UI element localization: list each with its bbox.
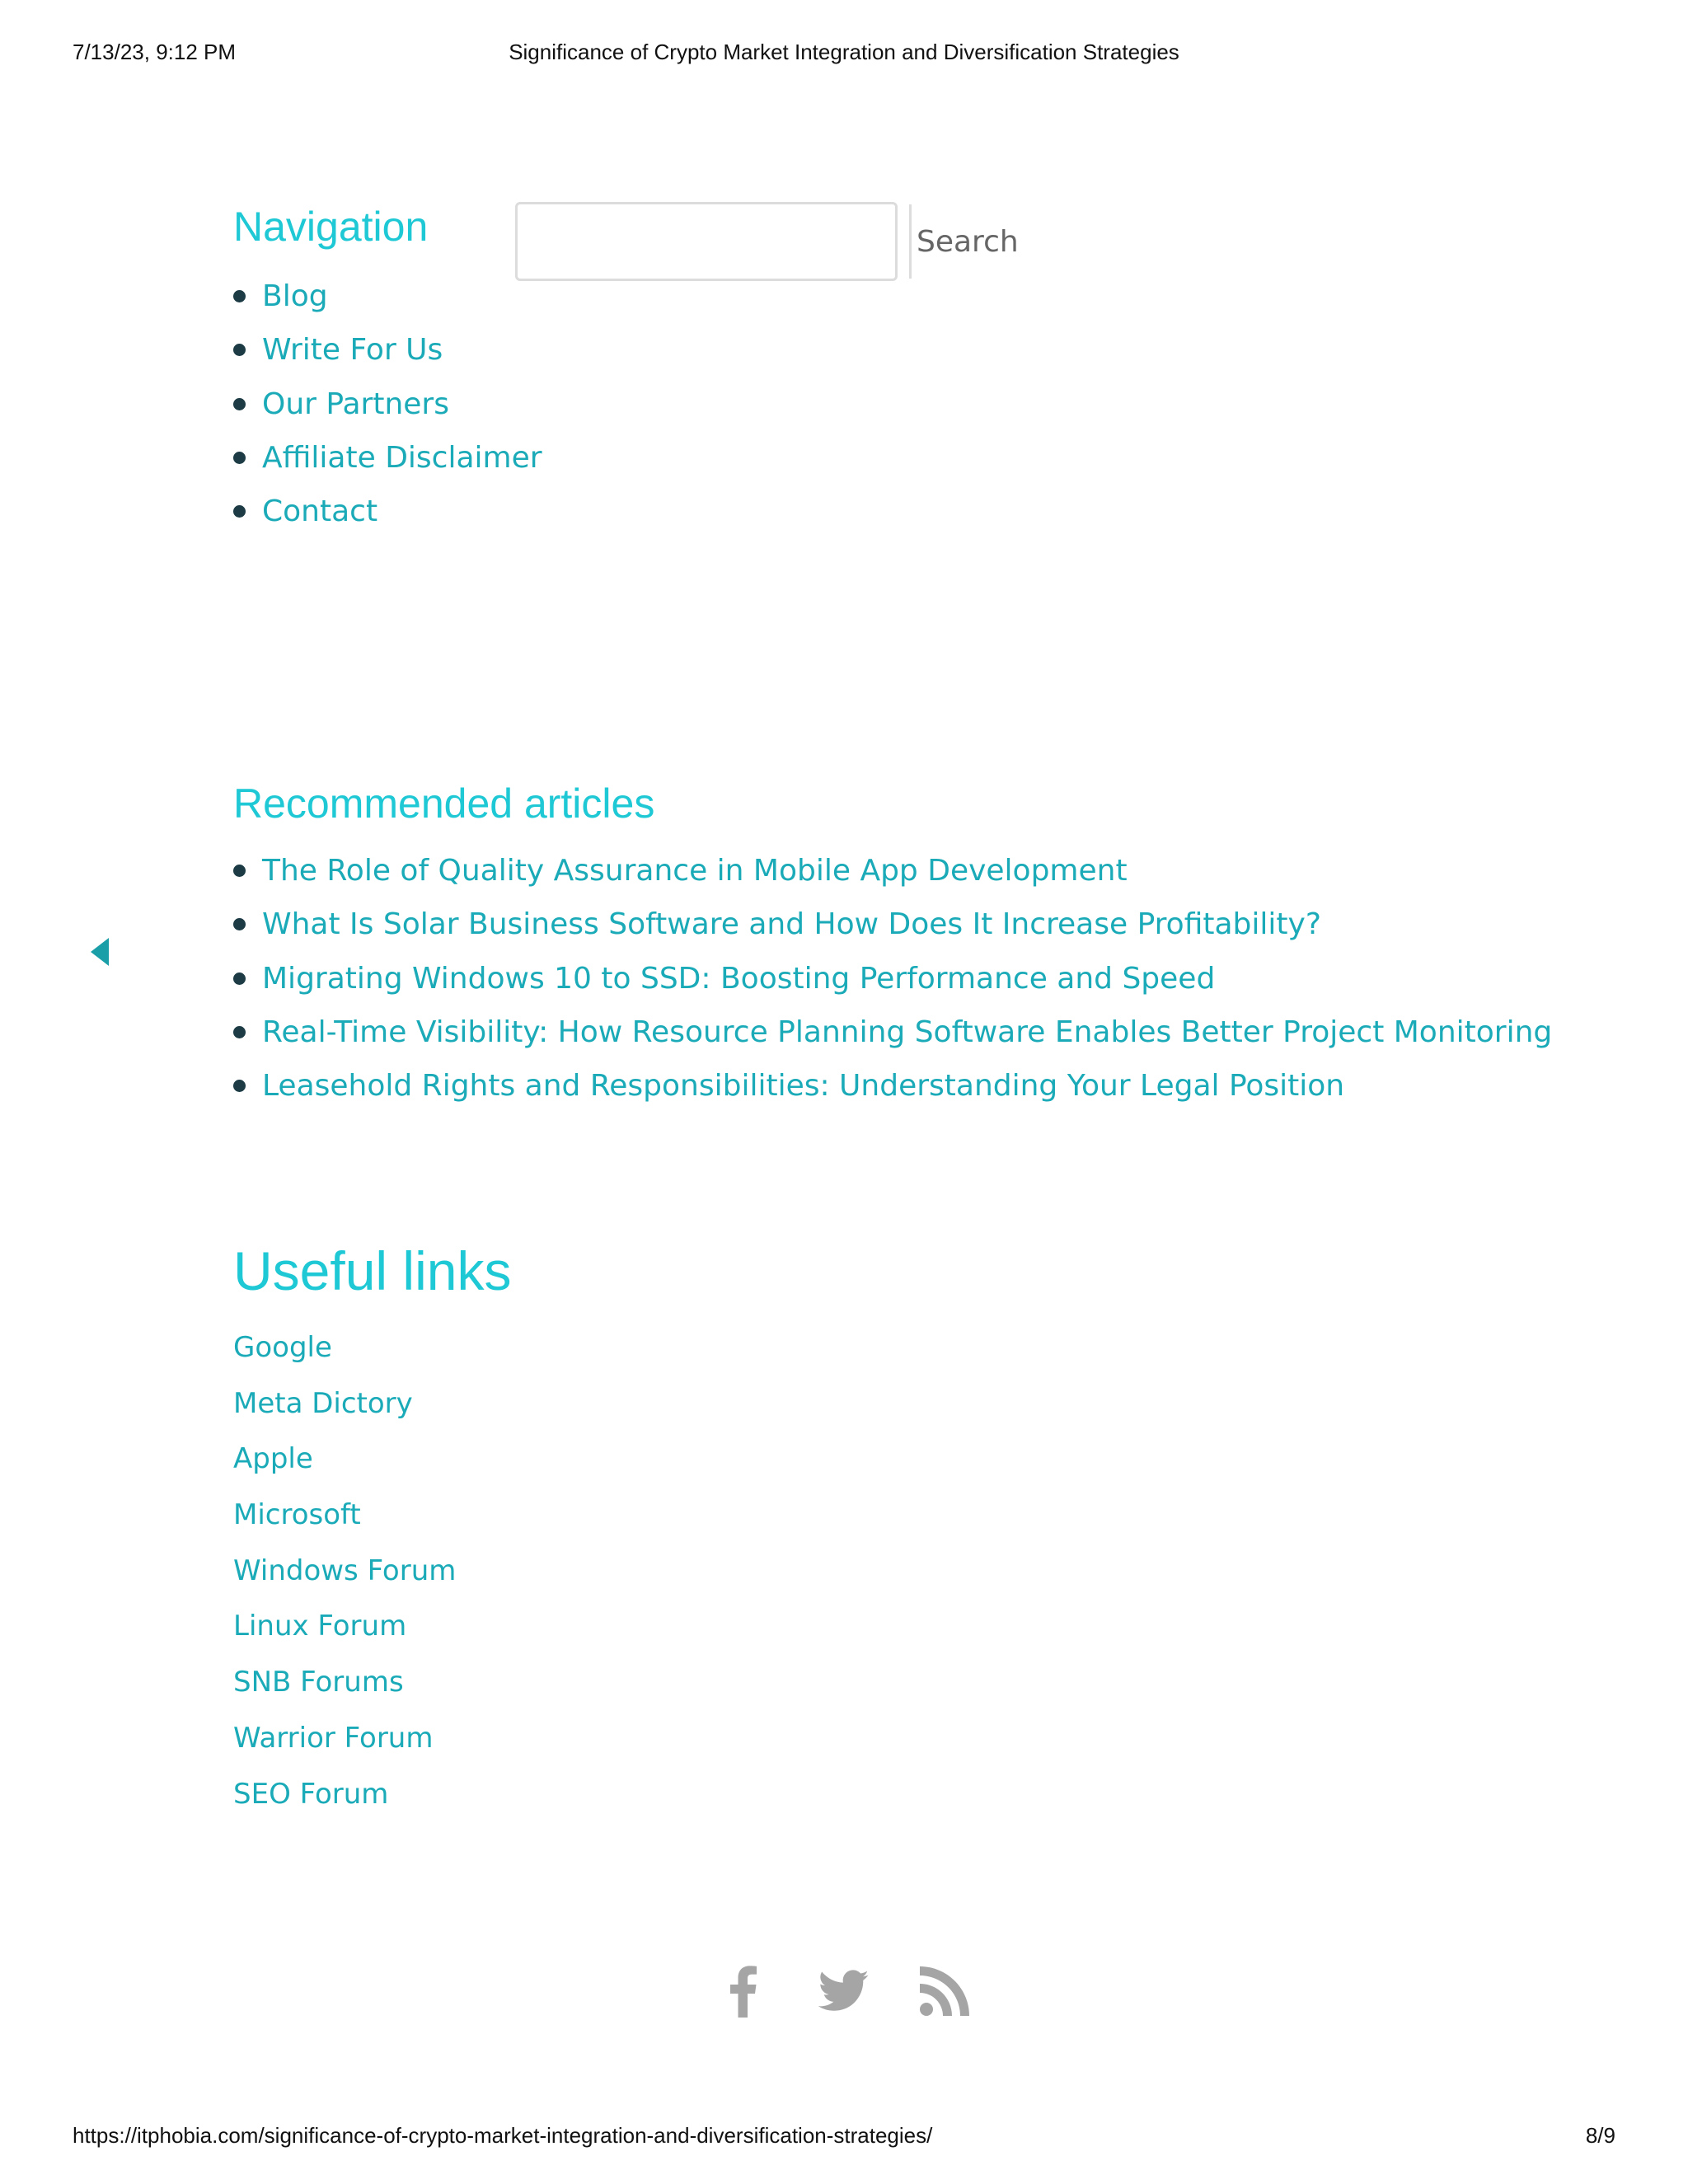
list-item bbox=[233, 1655, 456, 1711]
list-item bbox=[233, 1376, 456, 1432]
bullet bbox=[233, 344, 246, 356]
search-input[interactable] bbox=[518, 204, 912, 279]
search-button[interactable]: Search bbox=[912, 204, 1024, 279]
useful-link-meta-dictory[interactable]: Meta Dictory bbox=[233, 1386, 413, 1420]
useful-link-seo-forum[interactable]: SEO Forum bbox=[233, 1777, 389, 1811]
list-item bbox=[233, 1059, 1552, 1113]
list-item bbox=[233, 1488, 456, 1544]
list-item bbox=[233, 844, 1552, 898]
article-link[interactable]: Leasehold Rights and Responsibilities: Understanding Your Legal Position bbox=[262, 1069, 1345, 1104]
article-link[interactable]: Real-Time Visibility: How Resource Planning Software Enables Better Project Monitoring bbox=[262, 1015, 1553, 1049]
article-link[interactable]: Migrating Windows 10 to SSD: Boosting Performance and Speed bbox=[262, 961, 1216, 996]
list-item bbox=[233, 1599, 456, 1655]
useful-link-linux-forum[interactable]: Linux Forum bbox=[233, 1610, 407, 1643]
useful-link-microsoft[interactable]: Microsoft bbox=[233, 1498, 361, 1532]
bullet bbox=[233, 918, 246, 930]
article-link[interactable]: What Is Solar Business Software and How Does It Increase Profitability? bbox=[262, 907, 1321, 942]
useful-link-apple[interactable]: Apple bbox=[233, 1442, 313, 1476]
rss-icon[interactable] bbox=[919, 1965, 970, 2018]
article-link[interactable]: The Role of Quality Assurance in Mobile App Development bbox=[262, 854, 1128, 888]
list-item bbox=[233, 952, 1552, 1005]
print-page-title: Significance of Crypto Market Integration and Diversification Strategies bbox=[509, 40, 1179, 64]
page-number: 8/9 bbox=[1585, 2123, 1615, 2148]
useful-link-windows-forum[interactable]: Windows Forum bbox=[233, 1554, 457, 1587]
useful-link-google[interactable]: Google bbox=[233, 1331, 332, 1364]
nav-item-contact bbox=[233, 485, 542, 538]
bullet bbox=[233, 865, 246, 877]
recommended-list bbox=[233, 844, 1552, 1113]
list-item bbox=[233, 898, 1552, 951]
nav-item-affiliate-disclaimer bbox=[233, 431, 542, 485]
bullet bbox=[233, 1026, 246, 1038]
nav-link-our-partners[interactable]: Our Partners bbox=[262, 387, 449, 421]
useful-links-list bbox=[233, 1320, 456, 1822]
bullet bbox=[233, 505, 246, 518]
recommended-heading: Recommended articles bbox=[233, 780, 655, 827]
list-item bbox=[233, 1320, 456, 1376]
navigation-list bbox=[233, 269, 542, 538]
bullet bbox=[233, 452, 246, 464]
useful-links-heading: Useful links bbox=[233, 1240, 512, 1301]
print-url: https://itphobia.com/significance-of-crypto-market-integration-and-diversification-strategies/ bbox=[73, 2123, 933, 2148]
bullet bbox=[233, 290, 246, 302]
twitter-icon[interactable] bbox=[818, 1965, 870, 2018]
nav-link-write-for-us[interactable]: Write For Us bbox=[262, 333, 443, 368]
bullet bbox=[233, 1080, 246, 1092]
social-links bbox=[0, 1965, 1688, 2018]
facebook-icon[interactable] bbox=[718, 1965, 769, 2018]
nav-link-affiliate-disclaimer[interactable]: Affiliate Disclaimer bbox=[262, 440, 542, 475]
list-item bbox=[233, 1544, 456, 1600]
navigation-heading: Navigation bbox=[233, 204, 429, 250]
list-item bbox=[233, 1432, 456, 1488]
search-form bbox=[515, 202, 1019, 281]
caret-left-icon[interactable] bbox=[91, 938, 109, 966]
bullet bbox=[233, 398, 246, 410]
nav-link-blog[interactable]: Blog bbox=[262, 279, 328, 313]
nav-link-contact[interactable]: Contact bbox=[262, 494, 378, 529]
bullet bbox=[233, 972, 246, 985]
nav-item-our-partners bbox=[233, 377, 542, 431]
nav-item-blog bbox=[233, 269, 542, 323]
useful-link-snb-forums[interactable]: SNB Forums bbox=[233, 1666, 404, 1699]
list-item bbox=[233, 1767, 456, 1823]
print-datetime: 7/13/23, 9:12 PM bbox=[73, 40, 237, 64]
useful-link-warrior-forum[interactable]: Warrior Forum bbox=[233, 1721, 434, 1755]
list-item bbox=[233, 1005, 1552, 1059]
list-item bbox=[233, 1711, 456, 1767]
nav-item-write-for-us bbox=[233, 323, 542, 377]
